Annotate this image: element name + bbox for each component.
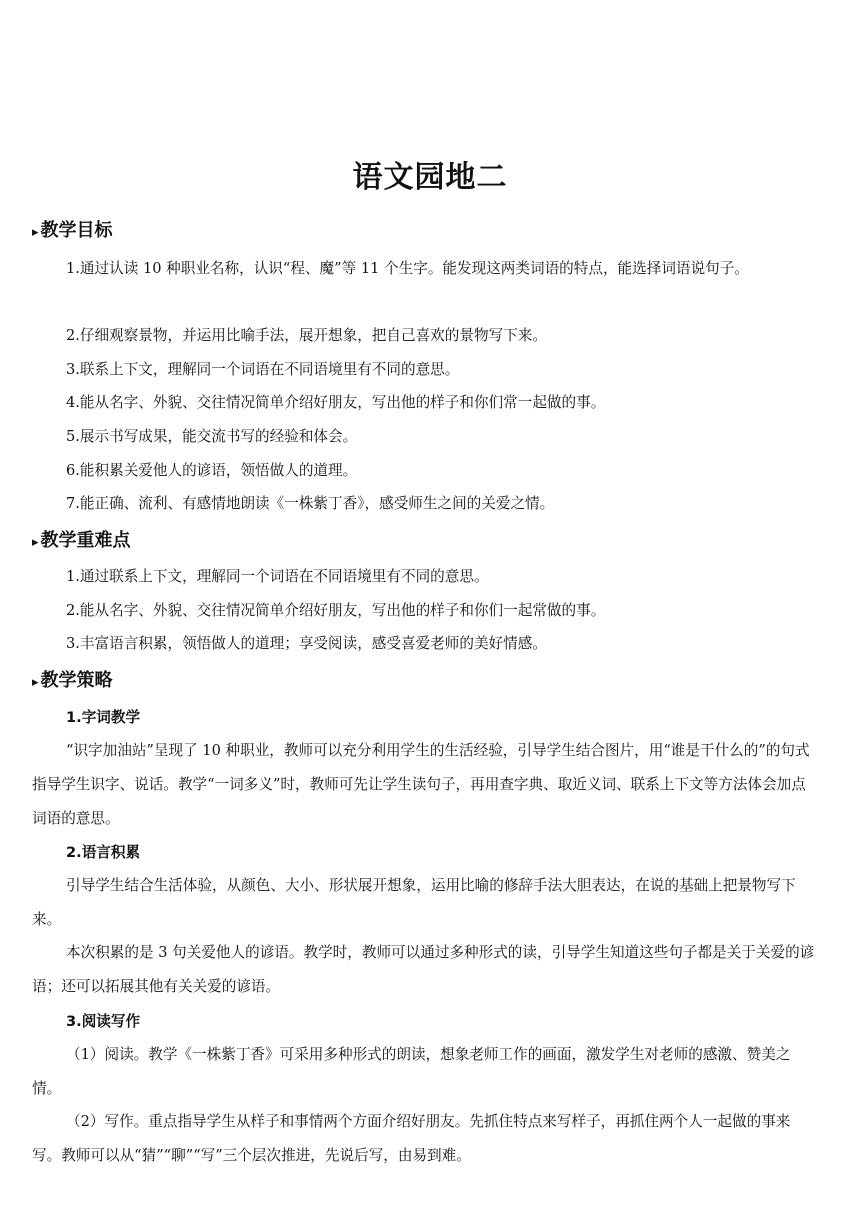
- objective-item: 2.仔细观察景物，并运用比喻手法，展开想象，把自己喜欢的景物写下来。: [66, 327, 547, 344]
- objective-item: 4.能从名字、外貌、交往情况简单介绍好朋友，写出他的样子和你们常一起做的事。: [66, 394, 606, 411]
- strategy-paragraph: （2）写作。重点指导学生从样子和事情两个方面介绍好朋友。先抓住特点来写样子，再抓住两个人一起做的事来写。教师可以从“猜”“聊”“写”三个层次推进，先说后写，由易到难。: [32, 1113, 791, 1164]
- subheading-reading-writing: 3.阅读写作: [66, 1013, 141, 1030]
- section-heading-objectives: [32, 218, 113, 246]
- key-point-item: 3.丰富语言积累，领悟做人的道理；享受阅读，感受喜爱老师的美好情感。: [66, 635, 547, 652]
- strategy-paragraph: 本次积累的是 3 句关爱他人的谚语。教学时，教师可以通过多种形式的读，引导学生知道这些句子都是关于关爱的谚语；还可以拓展其他有关关爱的谚语。: [32, 944, 815, 995]
- section-heading-key-points: [32, 528, 131, 556]
- objective-item: 1.通过认读 10 种职业名称，认识“程、魔”等 11 个生字。能发现这两类词语的特点，能选择词语说句子。: [66, 260, 749, 277]
- section-title: 教学目标: [40, 220, 113, 241]
- page-title: 语文园地二: [352, 160, 508, 195]
- subheading-vocabulary: 1.字词教学: [66, 709, 141, 726]
- objective-item: 5.展示书写成果，能交流书写的经验和体会。: [66, 428, 358, 445]
- section-title: 教学策略: [40, 670, 113, 691]
- key-point-item: 1.通过联系上下文，理解同一个词语在不同语境里有不同的意思。: [66, 568, 489, 585]
- subheading-language: 2.语言积累: [66, 844, 141, 861]
- triangle-marker-icon: ▸: [32, 225, 39, 240]
- triangle-marker-icon: ▸: [32, 535, 39, 550]
- objective-item: 7.能正确、流利、有感情地朗读《一株紫丁香》，感受师生之间的关爱之情。: [66, 495, 555, 512]
- section-heading-strategies: [32, 668, 113, 696]
- strategy-paragraph: （1）阅读。教学《一株紫丁香》可采用多种形式的朗读，想象老师工作的画面，激发学生对老师的感激、赞美之情。: [32, 1046, 791, 1097]
- section-title: 教学重难点: [40, 530, 131, 551]
- strategy-paragraph: “识字加油站”呈现了 10 种职业，教师可以充分利用学生的生活经验，引导学生结合图片，用“谁是干什么的”的句式指导学生识字、说话。教学“一词多义”时，教师可先让学生读句子，再用查字典、取近义词、联系上下文等方法体会加点词语的意思。: [32, 742, 810, 827]
- objective-item: 3.联系上下文，理解同一个词语在不同语境里有不同的意思。: [66, 361, 460, 378]
- strategy-paragraph: 引导学生结合生活体验，从颜色、大小、形状展开想象，运用比喻的修辞手法大胆表达，在说的基础上把景物写下来。: [32, 877, 796, 928]
- key-point-item: 2.能从名字、外貌、交往情况简单介绍好朋友，写出他的样子和你们一起常做的事。: [66, 602, 606, 619]
- triangle-marker-icon: ▸: [32, 675, 39, 690]
- objective-item: 6.能积累关爱他人的谚语，领悟做人的道理。: [66, 462, 358, 479]
